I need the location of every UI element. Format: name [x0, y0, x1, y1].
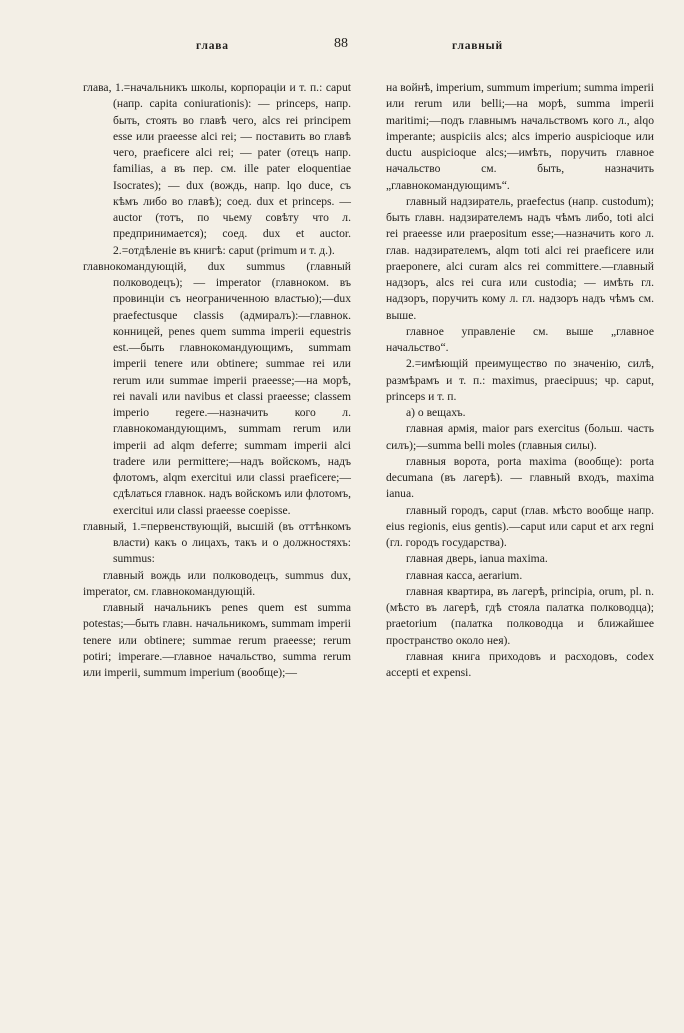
subentry-glavnyy-nachalnik: главный начальникъ penes quem est summa potestas;—быть главн. начальникомъ, summam imperii tenere или obtinere; summae rerum praeesse; rerum potiri; imperare.—главное начальство, summa rerum или imperii, summum imperium (вообще);—	[83, 601, 351, 679]
page-number: 88	[334, 36, 348, 51]
entry-glavnokomanduyushchiy: главнокомандующій, dux summus (главный полководецъ); — imperator (главноком. въ провинціи съ неограниченною властью);—dux praefectusque classis (адмиралъ):—главнок. конницей, penes quem summa imperii equestris est.—быть главнокомандующимъ, summam imperii tenere или obtinere; summae rei или rerum или summae imperii praeesse;—на морѣ, rei navali или navibus et classi praeesse; classem imperio regere.—назначить кого л. главнокомандующимъ, summam rerum или imperii ad alqm deferre; summam imperii alci tradere или permittere;—надъ войскомъ, надъ флотомъ, alqm exercitui или classi praeficere;—сдѣлаться главнок. надъ войскомъ или флотомъ, exercitui или classi praeesse coepisse.	[83, 259, 351, 517]
subentry-glavnyy-nadziratel: главный надзиратель, praefectus (напр. custodum); быть главн. надзирателемъ надъ чѣмъ либо, toti alci rei praeesse или praepositum esse;—назначить кого л. глав. надзирателемъ, alqm toti alci rei praeficere или praeponere, alci curam alcs rei committere.—главный надзоръ, alcs rei cura или custodia; — имѣть гл. надзоръ, поручить кому л. гл. надзоръ надъ чѣмъ см. выше.	[386, 194, 654, 322]
continuation-glavnoe-nachalstvo: на войнѣ, imperium, summum imperium; summa imperii или rerum или belli;—на морѣ, summa imperii maritimi;—подъ главнымъ начальствомъ кого л., alqo imperante; auspiciis alcs; alcs imperio auspicioque или ductu auspicioque alcs;—имѣть, поручить главное начальство см. быть, назначить „главнокомандующимъ“.	[386, 81, 654, 192]
subentry-glavnaya-kassa: главная касса, aerarium.	[406, 568, 523, 582]
section-a-heading: а) о вещахъ.	[406, 406, 466, 419]
running-head-left: глава	[196, 40, 229, 52]
entry-glavnyy: главный, 1.=первенствующій, высшій (въ оттѣнкомъ власти) какъ о лицахъ, такъ и о должностяхъ: summus:	[83, 519, 351, 566]
page-header	[0, 36, 684, 66]
left-column	[83, 80, 351, 681]
subentry-glavnyy-vozhd: главный вождь или полководецъ, summus dux, imperator, см. главнокомандующій.	[83, 568, 351, 598]
right-column	[386, 80, 654, 681]
subentry-glavnye-vorota: главныя ворота, porta maxima (вообще): porta decumana (въ лагерѣ). — главный входъ, maxima ianua.	[386, 454, 654, 501]
entry-glava: глава, 1.=начальникъ школы, корпораціи и т. п.: caput (напр. capita coniurationis): — princeps, напр. быть, стоять во главѣ чего, alcs rei principem esse или praeesse alci rei; — поставить во главѣ чего, praeficere alci rei; — pater (отецъ напр. familias, а въ пер. см. ille pater eloquentiae Isocrates); — dux (вождь, напр. lqo duce, съ кѣмъ либо во главѣ); соед. dux et princeps. — auctor (тотъ, по чьему совѣту что л. предпринимается); соед. dux et auctor. 2.=отдѣленіе въ книгѣ: caput (primum и т. д.).	[83, 81, 351, 257]
subentry-glavnaya-kvartira: главная квартира, въ лагерѣ, principia, orum, pl. n. (мѣсто въ лагерѣ, гдѣ стояла палатка полководца); praetorium (палатка полководца и ближайшее пространство около нея).	[386, 584, 654, 647]
subentry-glavnoe-upravlenie: главное управленіе см. выше „главное начальство“.	[386, 324, 654, 354]
subentry-glavnaya-armiya: главная армія, maior pars exercitus (больш. часть силъ);—summa belli moles (главныя силы).	[386, 422, 654, 452]
subentry-glavnaya-kniga: главная книга приходовъ и расходовъ, codex accepti et expensi.	[386, 649, 654, 679]
subentry-glavnyy-gorod: главный городъ, caput (глав. мѣсто вообще напр. eius regionis, eius gentis).—caput или caput et arx regni (гл. городъ государства).	[386, 503, 654, 549]
subentry-glavnaya-dver: главная дверь, ianua maxima.	[406, 552, 548, 566]
running-head-right: главный	[452, 40, 503, 52]
sense-2-heading: 2.=имѣющій преимущество по значенію, силѣ, размѣрамъ и т. п.: maximus, praecipuus; чр. caput, princeps и т. п.	[386, 357, 654, 403]
